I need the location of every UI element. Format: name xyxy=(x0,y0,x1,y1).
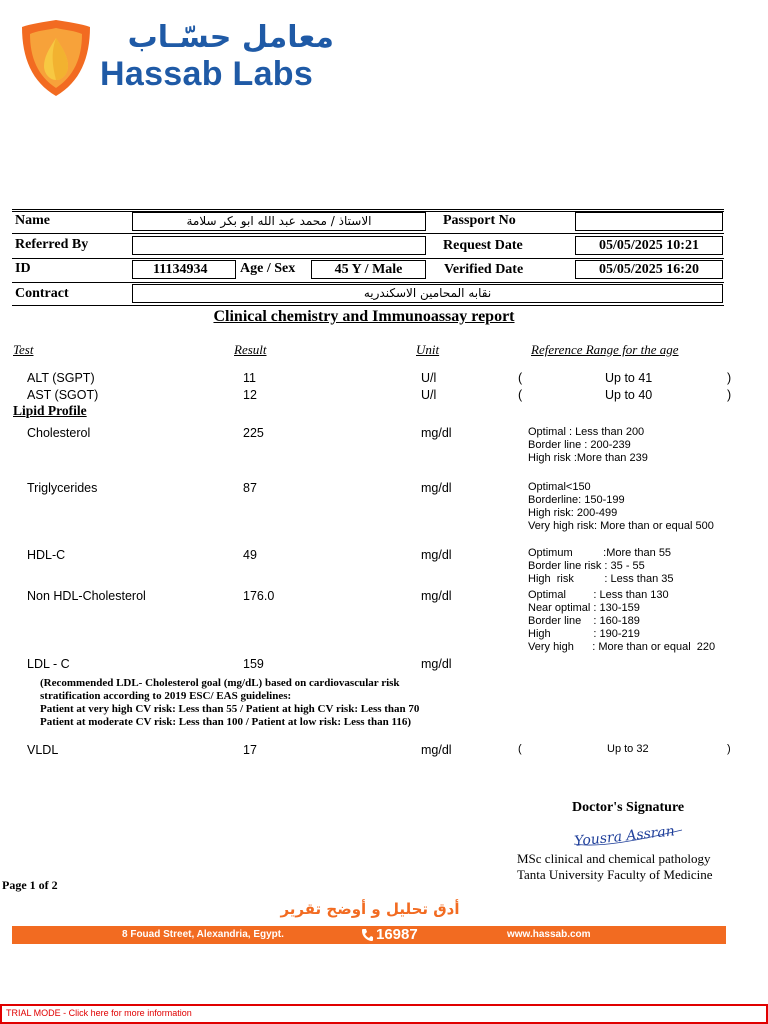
test-name: HDL-C xyxy=(27,548,66,562)
ref-close-paren: ) xyxy=(727,371,732,385)
test-result: 49 xyxy=(243,548,257,562)
ref-open-paren: ( xyxy=(518,371,523,385)
brand-name-english: Hassab Labs xyxy=(100,55,314,93)
doctor-affiliation: Tanta University Faculty of Medicine xyxy=(517,867,713,882)
test-name: ALT (SGPT) xyxy=(27,371,95,385)
ref-range: Optimal : Less than 200 Border line : 200-239 High risk :More than 239 xyxy=(528,426,648,464)
test-result: 17 xyxy=(243,743,257,757)
doctor-qualification: MSc clinical and chemical pathology xyxy=(517,851,711,866)
ldl-note-line: Patient at very high CV risk: Less than 55 / Patient at high CV risk: Less than 70 xyxy=(40,703,420,715)
test-name: AST (SGOT) xyxy=(27,388,99,402)
test-name: VLDL xyxy=(27,743,59,757)
trial-mode-banner[interactable] xyxy=(0,1004,768,1024)
name-label: Name xyxy=(15,213,50,228)
brand-name-arabic: معامل حسّـاب xyxy=(127,20,334,55)
info-top-rule xyxy=(12,209,724,210)
test-unit: mg/dl xyxy=(421,426,452,440)
id-field: 11134934 xyxy=(132,260,236,279)
ref-range: Up to 40 xyxy=(605,388,653,402)
test-unit: mg/dl xyxy=(421,548,452,562)
test-result: 87 xyxy=(243,481,257,495)
contract-label: Contract xyxy=(15,286,69,301)
signature-script: Yousra Assran xyxy=(573,823,676,850)
ldl-recommendation-note xyxy=(40,677,419,729)
trial-mode-link[interactable]: TRIAL MODE - Click here for more information xyxy=(6,1008,192,1018)
footer-website[interactable]: www.hassab.com xyxy=(507,929,591,940)
test-name: Non HDL-Cholesterol xyxy=(27,589,146,603)
age-sex-field: 45 Y / Male xyxy=(311,260,426,279)
info-bottom-rule xyxy=(12,305,724,306)
test-unit: mg/dl xyxy=(421,657,452,671)
report-title: Clinical chemistry and Immunoassay report xyxy=(213,308,515,325)
ref-close-paren: ) xyxy=(727,743,731,755)
col-test-header: Test xyxy=(13,342,34,357)
doctor-signature-title: Doctor's Signature xyxy=(572,800,685,815)
ref-open-paren: ( xyxy=(518,388,523,402)
hassab-logo-shield-icon xyxy=(18,18,94,98)
test-result: 159 xyxy=(243,657,264,671)
name-field: الاستاذ / محمد عبد الله ابو بكر سلامة xyxy=(132,212,426,231)
col-reference-header: Reference Range for the age xyxy=(531,342,679,357)
test-name: Cholesterol xyxy=(27,426,91,440)
section-heading-lipid-profile: Lipid Profile xyxy=(13,403,87,418)
ldl-note-line: (Recommended LDL- Cholesterol goal (mg/dL) based on cardiovascular risk xyxy=(40,677,400,689)
info-rule-1 xyxy=(12,233,724,234)
passport-field xyxy=(575,212,723,231)
ldl-note-line: stratification according to 2019 ESC/ EAS guidelines: xyxy=(40,690,292,702)
request-date-field: 05/05/2025 10:21 xyxy=(575,236,723,255)
footer-contact-bar xyxy=(12,926,726,944)
ref-range: Up to 41 xyxy=(605,371,653,385)
ref-range: Optimal : Less than 130 Near optimal : 130-159 Border line : 160-189 High : 190-219 Very high : More than or equal 220 xyxy=(528,589,716,653)
col-result-header: Result xyxy=(234,342,267,357)
verified-date-field: 05/05/2025 16:20 xyxy=(575,260,723,279)
footer-slogan-arabic: أدق تحليل و أوضح تقرير xyxy=(280,900,460,918)
id-label: ID xyxy=(15,261,31,276)
footer-phone-number: 16987 xyxy=(376,926,418,943)
ref-range: Up to 32 xyxy=(607,743,649,755)
test-name: LDL - C xyxy=(27,657,70,671)
request-date-label: Request Date xyxy=(443,238,523,253)
info-rule-3 xyxy=(12,282,724,283)
test-result: 12 xyxy=(243,388,257,402)
test-unit: U/l xyxy=(421,388,437,402)
test-result: 225 xyxy=(243,426,264,440)
test-result: 176.0 xyxy=(243,589,275,603)
age-sex-label: Age / Sex xyxy=(240,261,296,276)
contract-field: نقابه المحامين الاسكندريه xyxy=(132,284,723,303)
passport-label: Passport No xyxy=(443,213,516,228)
test-unit: mg/dl xyxy=(421,589,452,603)
doctor-handwritten-signature xyxy=(570,818,690,850)
referred-label: Referred By xyxy=(15,237,89,252)
test-result: 11 xyxy=(243,371,256,385)
ref-range: Optimal<150 Borderline: 150-199 High risk: 200-499 Very high risk: More than or equal 500 xyxy=(528,481,714,532)
ldl-note-line: Patient at moderate CV risk: Less than 100 / Patient at low risk: Less than 116) xyxy=(40,716,412,728)
referred-field xyxy=(132,236,426,255)
info-rule-2 xyxy=(12,258,724,259)
ref-close-paren: ) xyxy=(727,388,732,402)
phone-icon xyxy=(360,927,374,943)
verified-date-label: Verified Date xyxy=(444,262,524,277)
test-unit: mg/dl xyxy=(421,743,452,757)
test-name: Triglycerides xyxy=(27,481,98,495)
page-number: Page 1 of 2 xyxy=(2,878,58,892)
test-unit: mg/dl xyxy=(421,481,452,495)
footer-address: 8 Fouad Street, Alexandria, Egypt. xyxy=(122,929,284,940)
test-unit: U/l xyxy=(421,371,437,385)
ref-range: Optimum :More than 55 Border line risk : 35 - 55 High risk : Less than 35 xyxy=(528,547,674,585)
col-unit-header: Unit xyxy=(416,342,440,357)
ref-open-paren: ( xyxy=(518,743,522,755)
